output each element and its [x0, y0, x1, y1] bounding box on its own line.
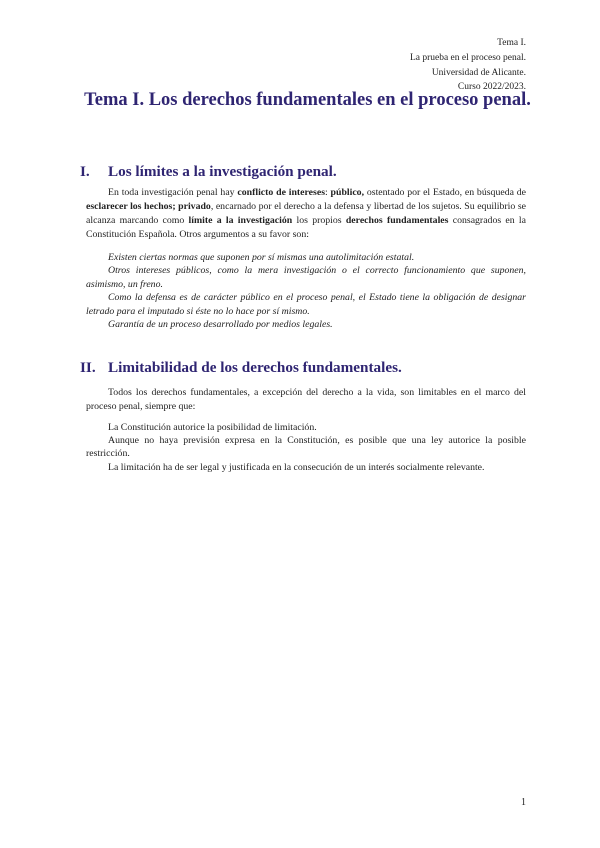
- text-run: ostentado por el Estado, en búsqueda de: [364, 187, 526, 198]
- page-number: 1: [521, 797, 526, 808]
- body-paragraph: [86, 186, 526, 242]
- text-run: En toda investigación penal hay: [108, 187, 238, 198]
- section-heading: [80, 163, 337, 181]
- bold-text: límite a la investigación: [188, 215, 293, 226]
- bold-text: conflicto de intereses: [237, 187, 326, 198]
- text-run: los propios: [292, 215, 346, 226]
- bold-text: esclarecer los hechos; privado: [86, 201, 211, 212]
- list-item: La limitación ha de ser legal y justificada en la consecución de un interés socialmente relevante.: [108, 461, 485, 473]
- list-item: Aunque no haya previsión expresa en la Constitución, es posible que una ley autorice la posible restricción.: [86, 435, 526, 460]
- list-item: La Constitución autorice la posibilidad de limitación.: [108, 422, 317, 433]
- header-line: Tema I.: [497, 38, 526, 48]
- list-item: Garantía de un proceso desarrollado por medios legales.: [108, 319, 333, 331]
- header-line: Universidad de Alicante.: [431, 67, 526, 78]
- argument-list: [86, 251, 526, 331]
- text-run: :: [325, 187, 331, 198]
- condition-list: [86, 421, 526, 474]
- bold-text: público,: [330, 187, 365, 198]
- section-number: I.: [80, 163, 90, 180]
- section-title: Limitabilidad de los derechos fundamentales.: [108, 359, 402, 376]
- text-run: consagrados en la Constitución Española. Otros argumentos a su favor son:: [86, 215, 527, 240]
- body-paragraph: Todos los derechos fundamentales, a excepción del derecho a la vida, son limitables en el marco del proceso penal, siempre que:: [86, 387, 526, 412]
- document-title: Tema I. Los derechos fundamentales en el proceso penal.: [84, 90, 531, 110]
- text-run: , encarnado por el derecho a la defensa y libertad de los sujetos. Su equilibrio se alcanza marcando como: [86, 201, 526, 226]
- header-line: La prueba en el proceso penal.: [409, 52, 526, 63]
- list-item: Otros intereses públicos, como la mera investigación o el correcto funcionamiento que suponen, asimismo, un freno.: [86, 265, 526, 290]
- bold-text: derechos fundamentales: [345, 215, 449, 226]
- section-heading: [80, 359, 402, 377]
- list-item: Como la defensa es de carácter público en el proceso penal, el Estado tiene la obligación de designar letrado para el imputado si éste no lo hace por sí mismo.: [86, 292, 526, 317]
- list-item: Existen ciertas normas que suponen por sí mismas una autolimitación estatal.: [108, 252, 415, 263]
- section-title: Los límites a la investigación penal.: [108, 163, 337, 180]
- section-number: II.: [80, 359, 96, 376]
- header-line: Curso 2022/2023.: [457, 82, 526, 93]
